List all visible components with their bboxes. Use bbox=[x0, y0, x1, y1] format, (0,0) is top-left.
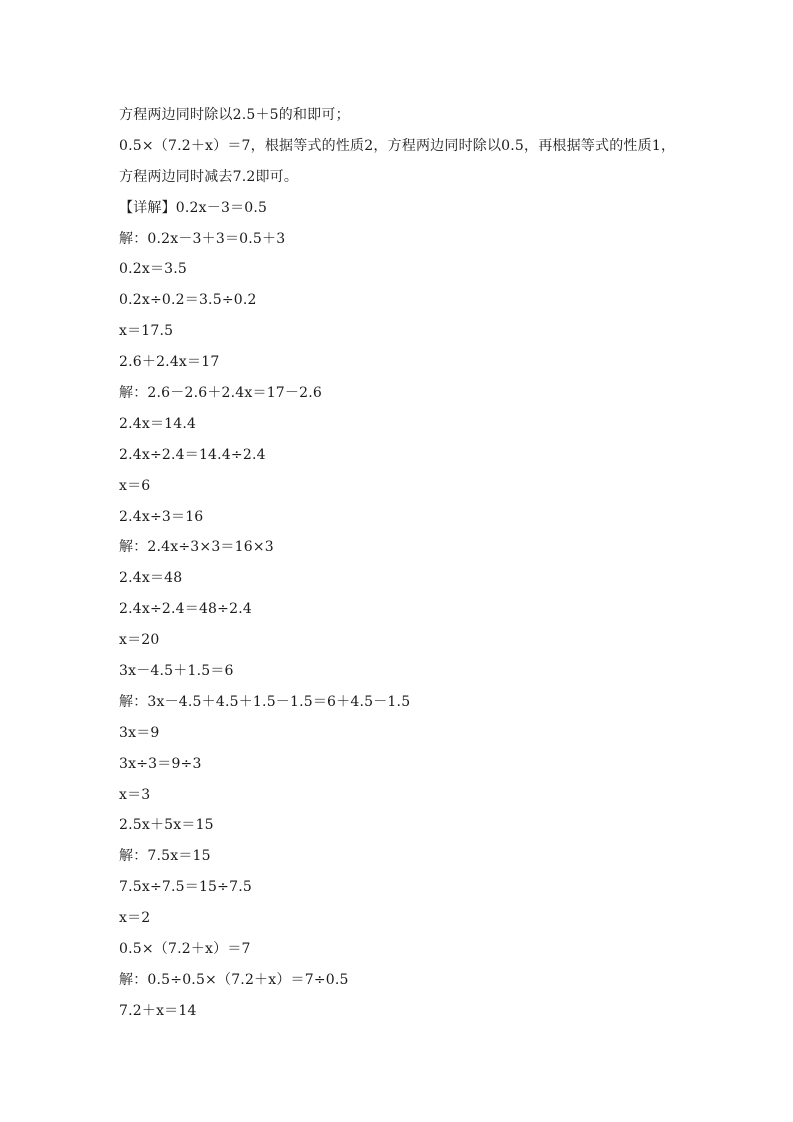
equation-line: 2.5x＋5x＝15 bbox=[119, 817, 214, 834]
equation-line: x＝17.5 bbox=[119, 323, 174, 340]
equation-line: 2.4x÷2.4＝14.4÷2.4 bbox=[119, 446, 266, 463]
equation-line: 2.4x＝14.4 bbox=[119, 415, 197, 432]
equation-line: 2.4x＝48 bbox=[119, 570, 183, 587]
equation-line: 0.5×（7.2＋x）＝7 bbox=[119, 941, 251, 958]
text-line: 方程两边同时除以2.5＋5的和即可； bbox=[119, 107, 350, 123]
equation-line: 解：0.2x－3＋3＝0.5＋3 bbox=[119, 230, 286, 247]
equation-line: 0.2x÷0.2＝3.5÷0.2 bbox=[119, 292, 257, 309]
equation-line: 7.5x÷7.5＝15÷7.5 bbox=[119, 879, 252, 896]
text-line: 方程两边同时减去7.2即可。 bbox=[119, 168, 299, 185]
equation-line: 解：2.6－2.6＋2.4x＝17－2.6 bbox=[119, 385, 322, 402]
equation-line: 解：7.5x＝15 bbox=[119, 848, 211, 865]
equation-line: 3x＝9 bbox=[119, 724, 160, 741]
equation-line: x＝20 bbox=[119, 632, 160, 649]
equation-line: 2.6＋2.4x＝17 bbox=[119, 354, 220, 371]
solution-text bbox=[119, 100, 679, 1027]
equation-line: 2.4x÷2.4＝48÷2.4 bbox=[119, 601, 252, 618]
equation-line: 3x÷3＝9÷3 bbox=[119, 755, 202, 772]
equation-line: 3x－4.5＋1.5＝6 bbox=[119, 663, 234, 680]
text-line: 0.5×（7.2＋x）＝7，根据等式的性质2，方程两边同时除以0.5，再根据等式的性质1， bbox=[119, 137, 676, 154]
equation-line: 解：2.4x÷3×3＝16×3 bbox=[119, 539, 274, 556]
equation-line: x＝2 bbox=[119, 910, 151, 927]
detail-heading-line: 【详解】0.2x－3＝0.5 bbox=[119, 199, 268, 216]
equation-line: x＝3 bbox=[119, 786, 151, 803]
equation-line: 解：0.5÷0.5×（7.2＋x）＝7÷0.5 bbox=[119, 971, 349, 988]
equation-line: 解：3x－4.5＋4.5＋1.5－1.5＝6＋4.5－1.5 bbox=[119, 693, 411, 710]
equation-line: 2.4x÷3＝16 bbox=[119, 508, 204, 525]
equation-line: x＝6 bbox=[119, 477, 151, 494]
equation-line: 7.2＋x＝14 bbox=[119, 1002, 197, 1019]
equation-line: 0.2x＝3.5 bbox=[119, 261, 188, 278]
